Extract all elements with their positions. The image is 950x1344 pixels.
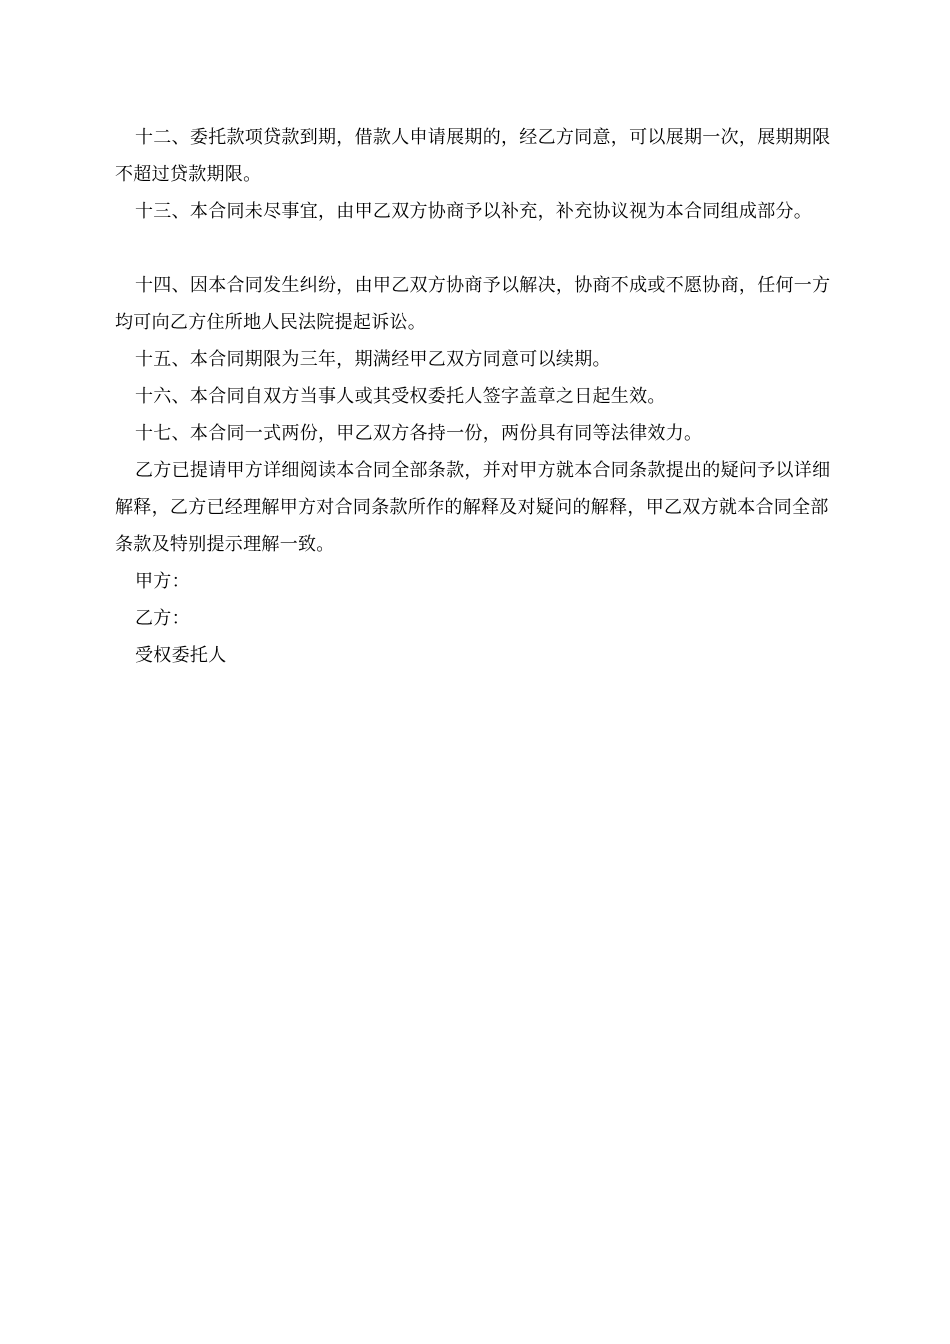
document-body bbox=[115, 119, 837, 674]
clause-15: 十五、本合同期限为三年，期满经甲乙双方同意可以续期。 bbox=[135, 349, 611, 370]
clause-16: 十六、本合同自双方当事人或其受权委托人签字盖章之日起生效。 bbox=[135, 386, 666, 407]
acknowledgement-paragraph: 乙方已提请甲方详细阅读本合同全部条款，并对甲方就本合同条款提出的疑问予以详细解释，乙方已经理解甲方对合同条款所作的解释及对疑问的解释，甲乙双方就本合同全部条款及特别提示理解一致。 bbox=[115, 460, 831, 555]
party-a-signature-label: 甲方： bbox=[135, 571, 190, 592]
party-b-signature-label: 乙方： bbox=[135, 608, 190, 629]
authorized-agent-label: 受权委托人 bbox=[135, 645, 227, 666]
clause-13: 十三、本合同未尽事宜，由甲乙双方协商予以补充，补充协议视为本合同组成部分。 bbox=[135, 201, 813, 222]
clause-17: 十七、本合同一式两份，甲乙双方各持一份，两份具有同等法律效力。 bbox=[135, 423, 703, 444]
clause-12: 十二、委托款项贷款到期，借款人申请展期的，经乙方同意，可以展期一次，展期期限不超过贷款期限。 bbox=[115, 127, 831, 185]
clause-14: 十四、因本合同发生纠纷，由甲乙双方协商予以解决，协商不成或不愿协商，任何一方均可向乙方住所地人民法院提起诉讼。 bbox=[115, 275, 831, 333]
